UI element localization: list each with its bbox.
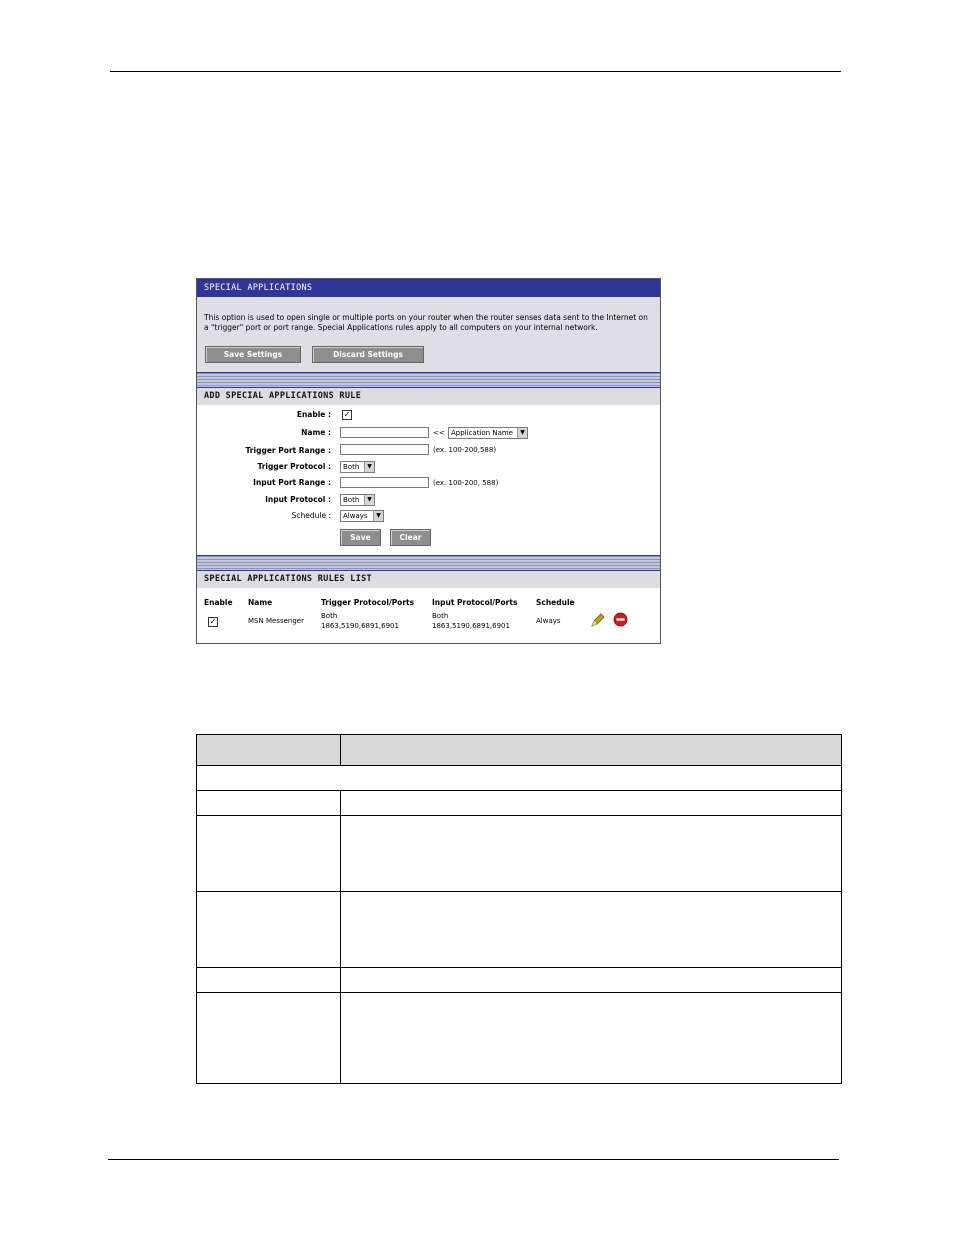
row-enable-checkbox[interactable]: ✓ [209,617,217,626]
special-applications-screenshot [196,278,661,644]
column-input: Input Protocol/Ports [432,598,518,607]
column-name: Name [248,598,273,607]
table-cell [197,766,842,791]
name-label: Name : [301,428,331,437]
table-row [197,791,842,816]
save-settings-button[interactable]: Save Settings [205,346,301,363]
application-name-value: Application Name [451,429,513,437]
add-rule-form [197,405,660,555]
table-cell [197,791,341,816]
application-name-select[interactable] [448,427,528,439]
input-port-range-input[interactable] [340,477,429,488]
title-bar: SPECIAL APPLICATIONS [197,279,660,297]
trigger-protocol-label: Trigger Protocol : [257,462,331,471]
row-input-ports: 1863,5190,6891,6901 [432,622,510,630]
row-trigger-ports: 1863,5190,6891,6901 [321,622,399,630]
chevron-down-icon: ▼ [364,495,374,505]
intro-description: This option is used to open single or multiple ports on your router when the router senses data sent to the Internet on a "trigger" port or port range. Special Applications rules apply to all computers on your internal network. [204,313,648,332]
name-arrow: << [433,429,445,437]
table-cell [197,993,341,1084]
table-row [197,892,842,968]
input-port-hint: (ex. 100-200, 588) [433,479,499,487]
table-cell [197,816,341,892]
table-cell [197,968,341,993]
table-header-cell [197,735,341,766]
section-separator [197,555,660,571]
row-name: MSN Messenger [248,617,304,625]
add-rule-header: ADD SPECIAL APPLICATIONS RULE [197,388,660,405]
chevron-down-icon: ▼ [373,511,383,521]
table-cell [197,892,341,968]
table-row [197,816,842,892]
row-trigger-protocol: Both [321,612,338,620]
enable-label: Enable : [296,410,331,419]
row-schedule: Always [536,617,561,625]
input-protocol-select[interactable] [340,494,375,506]
table-cell [341,968,842,993]
table-cell [341,816,842,892]
table-cell [341,791,842,816]
table-row [197,968,842,993]
chevron-down-icon: ▼ [364,462,374,472]
trigger-port-range-label: Trigger Port Range : [245,446,331,455]
row-input-protocol: Both [432,612,449,620]
schedule-value: Always [343,512,368,520]
field-description-table [196,734,842,1084]
pencil-icon[interactable] [590,612,606,628]
enable-checkbox[interactable]: ✓ [343,410,351,419]
trigger-protocol-select[interactable] [340,461,375,473]
rules-list-header: SPECIAL APPLICATIONS RULES LIST [197,571,660,588]
schedule-label: Schedule : [291,511,331,520]
input-port-range-label: Input Port Range : [253,478,331,487]
trigger-protocol-value: Both [343,463,360,471]
table-row [197,766,842,791]
discard-settings-button[interactable]: Discard Settings [312,346,424,363]
trigger-port-range-input[interactable] [340,444,429,455]
chevron-down-icon: ▼ [517,428,527,438]
section-separator [197,372,660,388]
trigger-port-hint: (ex. 100-200,588) [433,446,497,454]
name-input[interactable] [340,427,429,438]
delete-icon[interactable] [613,612,628,627]
save-button[interactable]: Save [340,529,381,546]
table-header-row [197,735,842,766]
input-protocol-label: Input Protocol : [265,495,331,504]
intro-panel [197,297,660,372]
column-schedule: Schedule [536,598,575,607]
table-row [197,993,842,1084]
footer-rule [108,1159,839,1160]
table-cell [341,993,842,1084]
header-rule [110,71,841,72]
table-cell [341,892,842,968]
column-enable: Enable [204,598,233,607]
schedule-select[interactable] [340,510,384,522]
table-header-cell [341,735,842,766]
rules-list [197,588,660,644]
column-trigger: Trigger Protocol/Ports [321,598,415,607]
clear-button[interactable]: Clear [390,529,431,546]
input-protocol-value: Both [343,496,360,504]
